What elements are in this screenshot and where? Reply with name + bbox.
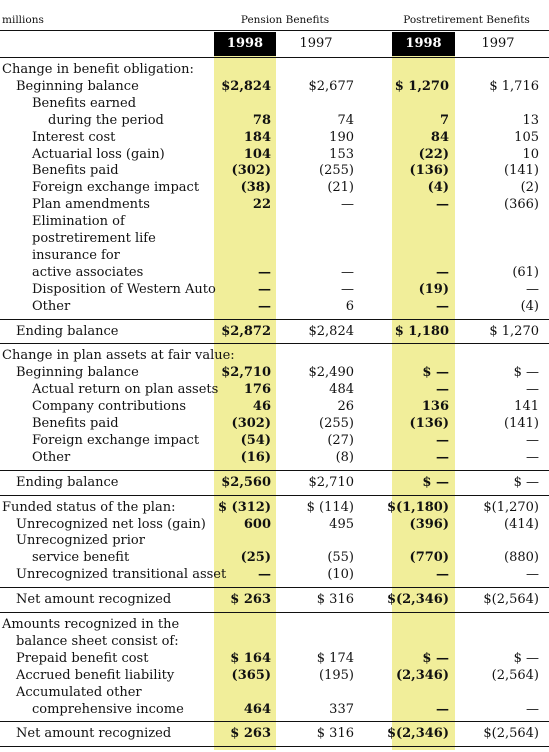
value-cell: —: [526, 281, 539, 297]
value-cell: (2,346): [395, 667, 449, 683]
row-label: Funded status of the plan:: [2, 499, 176, 515]
row-label: Change in benefit obligation:: [2, 62, 194, 77]
row-label: Company contributions: [32, 399, 187, 415]
value-cell: 46: [252, 399, 271, 415]
value-cell: $(2,564): [483, 726, 539, 742]
value-cell: —: [258, 281, 271, 297]
value-cell: $ —: [513, 650, 539, 666]
value-cell: 13: [522, 112, 539, 128]
rule-line: [0, 587, 549, 588]
group-pension-label: Pension Benefits: [240, 14, 330, 26]
value-cell: 190: [329, 129, 354, 145]
value-cell: 74: [337, 112, 354, 128]
value-cell: $ (114): [306, 499, 354, 515]
value-cell: 184: [243, 129, 271, 145]
value-cell: $ 1,270: [394, 78, 449, 94]
value-cell: —: [526, 701, 539, 717]
value-cell: (10): [327, 567, 354, 583]
year-header-0: 1998: [226, 36, 264, 51]
value-cell: (255): [319, 416, 354, 431]
value-cell: (16): [240, 449, 271, 465]
value-cell: (414): [504, 516, 539, 532]
row-label: Ending balance: [16, 474, 119, 490]
value-cell: 136: [421, 399, 449, 415]
value-cell: —: [436, 298, 449, 314]
value-cell: —: [436, 382, 449, 398]
row-label: Beginning balance: [16, 78, 139, 94]
value-cell: (141): [504, 163, 539, 179]
row-label: Net amount recognized: [16, 726, 172, 742]
group-post-label: Postretirement Benefits: [403, 14, 530, 26]
value-cell: (302): [231, 416, 271, 431]
value-cell: $2,872: [221, 323, 271, 339]
value-cell: —: [436, 264, 449, 280]
value-cell: $2,824: [221, 78, 271, 94]
value-cell: 464: [243, 701, 271, 717]
value-cell: (8): [335, 449, 354, 465]
row-label: Disposition of Western Auto: [32, 281, 216, 297]
value-cell: 6: [345, 298, 354, 314]
value-cell: $ 1,716: [489, 78, 539, 94]
value-cell: 176: [243, 382, 271, 398]
value-cell: —: [258, 264, 271, 280]
value-cell: (302): [231, 163, 271, 179]
value-cell: $ 174: [316, 650, 354, 666]
value-cell: 141: [514, 399, 539, 415]
rule-line: [0, 612, 549, 613]
rule-line: [0, 721, 549, 722]
value-cell: (2,564): [491, 667, 539, 683]
value-cell: (54): [240, 432, 271, 448]
value-cell: —: [341, 281, 354, 297]
value-cell: $ —: [422, 650, 449, 666]
value-cell: —: [526, 382, 539, 398]
value-cell: 10: [522, 146, 539, 162]
value-cell: —: [258, 298, 271, 314]
value-cell: —: [526, 449, 539, 465]
value-cell: —: [258, 567, 271, 583]
value-cell: 104: [243, 146, 271, 162]
value-cell: $2,560: [221, 474, 271, 490]
value-cell: $ —: [513, 365, 539, 381]
value-cell: $ 263: [230, 726, 271, 742]
value-cell: 337: [329, 701, 354, 717]
value-cell: (396): [409, 516, 449, 532]
value-cell: 78: [252, 112, 271, 128]
row-label: Actuarial loss (gain): [32, 146, 165, 162]
row-label: Other: [32, 298, 71, 314]
value-cell: $ —: [422, 365, 449, 381]
row-label: Benefits paid: [32, 416, 119, 431]
value-cell: —: [526, 567, 539, 583]
row-label: Beginning balance: [16, 365, 139, 381]
row-label: postretirement life: [32, 231, 156, 246]
value-cell: (19): [418, 281, 449, 297]
value-cell: (27): [327, 432, 354, 448]
value-cell: —: [436, 449, 449, 465]
value-cell: 495: [329, 516, 354, 532]
value-cell: 153: [329, 146, 354, 162]
value-cell: 22: [252, 197, 271, 213]
value-cell: 484: [329, 382, 354, 398]
value-cell: (25): [240, 550, 271, 566]
row-label: Ending balance: [16, 323, 119, 339]
value-cell: —: [526, 432, 539, 448]
value-cell: 105: [514, 129, 539, 145]
value-cell: $ 316: [316, 726, 354, 742]
value-cell: —: [436, 197, 449, 213]
row-label: Prepaid benefit cost: [16, 650, 149, 666]
value-cell: —: [436, 701, 449, 717]
value-cell: (136): [409, 416, 449, 431]
row-label: Benefits earned: [32, 95, 137, 111]
rule-line: [0, 495, 549, 496]
value-cell: (136): [409, 163, 449, 179]
value-cell: $ 1,180: [394, 323, 449, 339]
value-cell: (55): [327, 550, 354, 566]
rule-line: [0, 343, 549, 344]
value-cell: (366): [504, 197, 539, 213]
row-label: Actual return on plan assets: [32, 382, 219, 398]
value-cell: —: [341, 197, 354, 213]
value-cell: $ 316: [316, 592, 354, 608]
value-cell: $ (312): [217, 499, 271, 515]
row-label: Foreign exchange impact: [32, 432, 200, 448]
value-cell: (770): [409, 550, 449, 566]
year-header-2: 1998: [405, 36, 442, 51]
value-cell: $ 1,270: [489, 323, 539, 339]
value-cell: —: [436, 432, 449, 448]
value-cell: (38): [240, 180, 271, 196]
value-cell: $2,710: [221, 365, 271, 381]
value-cell: $ —: [513, 474, 539, 490]
row-label: Elimination of: [32, 214, 125, 230]
value-cell: $2,824: [308, 323, 354, 339]
row-label: Plan amendments: [32, 197, 150, 213]
row-label: service benefit: [32, 550, 130, 566]
value-cell: (21): [327, 180, 354, 196]
row-label: comprehensive income: [32, 701, 184, 717]
row-label: Accrued benefit liability: [16, 667, 175, 683]
value-cell: $ 164: [230, 650, 271, 666]
value-cell: $2,710: [308, 474, 354, 490]
value-cell: (365): [231, 667, 271, 683]
value-cell: (2): [520, 180, 539, 196]
value-cell: $(1,180): [386, 499, 449, 515]
row-label: during the period: [48, 112, 164, 128]
row-label: Accumulated other: [16, 684, 142, 700]
rule-line: [0, 57, 549, 58]
value-cell: $2,677: [308, 78, 354, 94]
value-cell: 7: [439, 112, 449, 128]
row-label: Net amount recognized: [16, 592, 172, 608]
row-label: Foreign exchange impact: [32, 180, 200, 196]
value-cell: $2,490: [308, 365, 354, 381]
row-label: Change in plan assets at fair value:: [2, 348, 235, 364]
value-cell: $(2,346): [386, 726, 449, 742]
value-cell: (255): [319, 163, 354, 179]
value-cell: $(2,346): [386, 592, 449, 608]
value-cell: 84: [430, 129, 449, 145]
value-cell: $ 263: [230, 592, 271, 608]
row-label: active associates: [32, 264, 144, 280]
rule-line: [0, 319, 549, 320]
value-cell: $(1,270): [483, 499, 539, 515]
value-cell: $(2,564): [483, 592, 539, 608]
rule-line: [0, 746, 549, 747]
year-header-3: 1997: [481, 36, 515, 51]
row-label: balance sheet consist of:: [16, 633, 179, 649]
rule-line: [0, 470, 549, 471]
units-label: millions: [2, 14, 44, 26]
value-cell: (4): [520, 298, 539, 314]
row-label: Unrecognized prior: [16, 533, 145, 549]
value-cell: —: [341, 264, 354, 280]
row-label: Benefits paid: [32, 163, 119, 179]
value-cell: 600: [243, 516, 271, 532]
row-label: Other: [32, 449, 71, 465]
row-label: Unrecognized transitional asset: [16, 567, 227, 583]
value-cell: (141): [504, 416, 539, 431]
row-label: Interest cost: [32, 129, 116, 145]
row-label: insurance for: [32, 247, 120, 263]
row-label: Unrecognized net loss (gain): [16, 516, 206, 532]
value-cell: (22): [418, 146, 449, 162]
rule-line: [0, 30, 549, 31]
value-cell: (195): [319, 667, 354, 683]
value-cell: 26: [337, 399, 354, 415]
value-cell: (880): [504, 550, 539, 566]
value-cell: —: [436, 567, 449, 583]
value-cell: (4): [427, 180, 449, 196]
row-label: Amounts recognized in the: [2, 617, 180, 632]
value-cell: (61): [512, 264, 539, 280]
year-header-1: 1997: [299, 36, 333, 51]
value-cell: $ —: [422, 474, 449, 490]
